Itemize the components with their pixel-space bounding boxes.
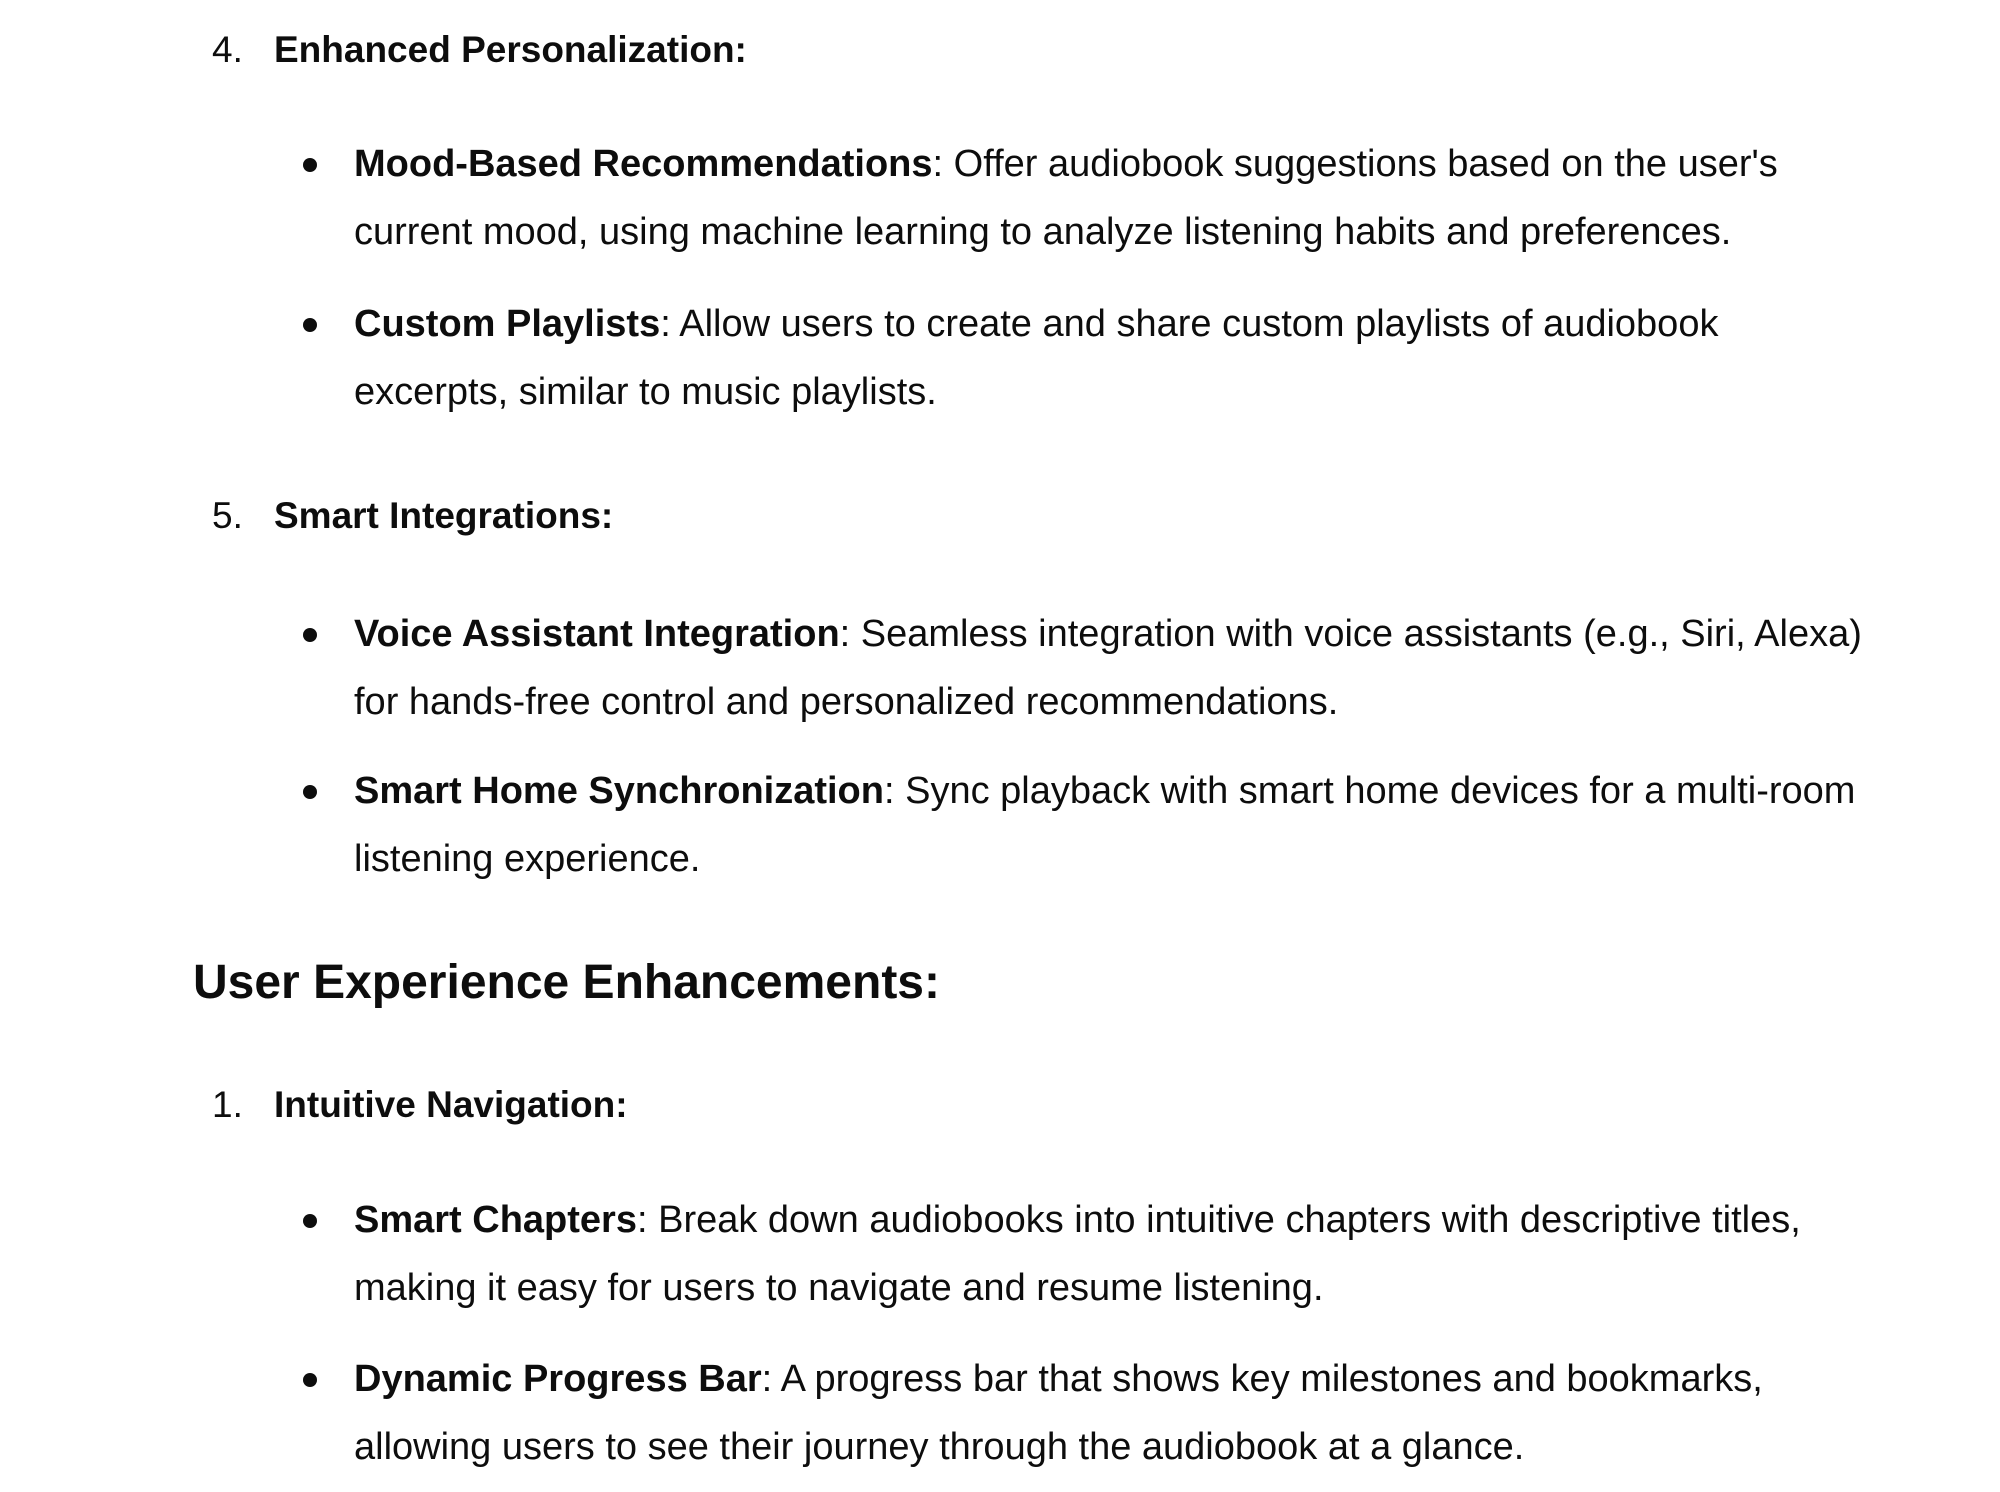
bullet-text (354, 600, 1984, 736)
bullet-description: : Allow users to create and share custom playlists of audiobook (660, 303, 1719, 345)
bullet-description: : Seamless integration with voice assistants (e.g., Siri, Alexa) (839, 613, 1862, 655)
bullet-icon (303, 318, 317, 332)
bullet-description: : Sync playback with smart home devices for a multi-room (883, 770, 1856, 812)
list-item-title: Enhanced Personalization: (274, 29, 747, 70)
list-item-title: Smart Integrations: (274, 495, 614, 536)
bullet-description-continued: excerpts, similar to music playlists. (354, 371, 937, 413)
bullet-description-continued: listening experience. (354, 838, 701, 880)
bullet-description: : A progress bar that shows key milestones and bookmarks, (761, 1358, 1763, 1400)
section-heading: User Experience Enhancements: (193, 956, 940, 1009)
list-number: 1. (212, 1084, 243, 1125)
bullet-text (354, 130, 1984, 266)
bullet-term: Voice Assistant Integration (354, 613, 840, 655)
bullet-icon (303, 158, 317, 172)
bullet-term: Smart Home Synchronization (354, 770, 884, 812)
bullet-term: Dynamic Progress Bar (354, 1358, 762, 1400)
bullet-text (354, 1345, 1984, 1481)
list-item-title: Intuitive Navigation: (274, 1084, 628, 1125)
list-number: 4. (212, 29, 243, 70)
bullet-term: Smart Chapters (354, 1199, 637, 1241)
bullet-icon (303, 785, 317, 799)
bullet-description-continued: for hands-free control and personalized recommendations. (354, 681, 1339, 723)
bullet-text (354, 1186, 1984, 1322)
bullet-icon (303, 628, 317, 642)
list-number: 5. (212, 495, 243, 536)
bullet-text (354, 290, 1984, 426)
bullet-icon (303, 1214, 317, 1228)
bullet-term: Custom Playlists (354, 303, 661, 345)
bullet-text (354, 757, 1984, 893)
bullet-term: Mood-Based Recommendations (354, 143, 933, 185)
bullet-description-continued: making it easy for users to navigate and resume listening. (354, 1267, 1324, 1309)
bullet-description-continued: current mood, using machine learning to analyze listening habits and preferences. (354, 211, 1732, 253)
bullet-icon (303, 1373, 317, 1387)
bullet-description: : Break down audiobooks into intuitive chapters with descriptive titles, (636, 1199, 1801, 1241)
bullet-description: : Offer audiobook suggestions based on the user's (932, 143, 1778, 185)
bullet-description-continued: allowing users to see their journey through the audiobook at a glance. (354, 1426, 1525, 1468)
